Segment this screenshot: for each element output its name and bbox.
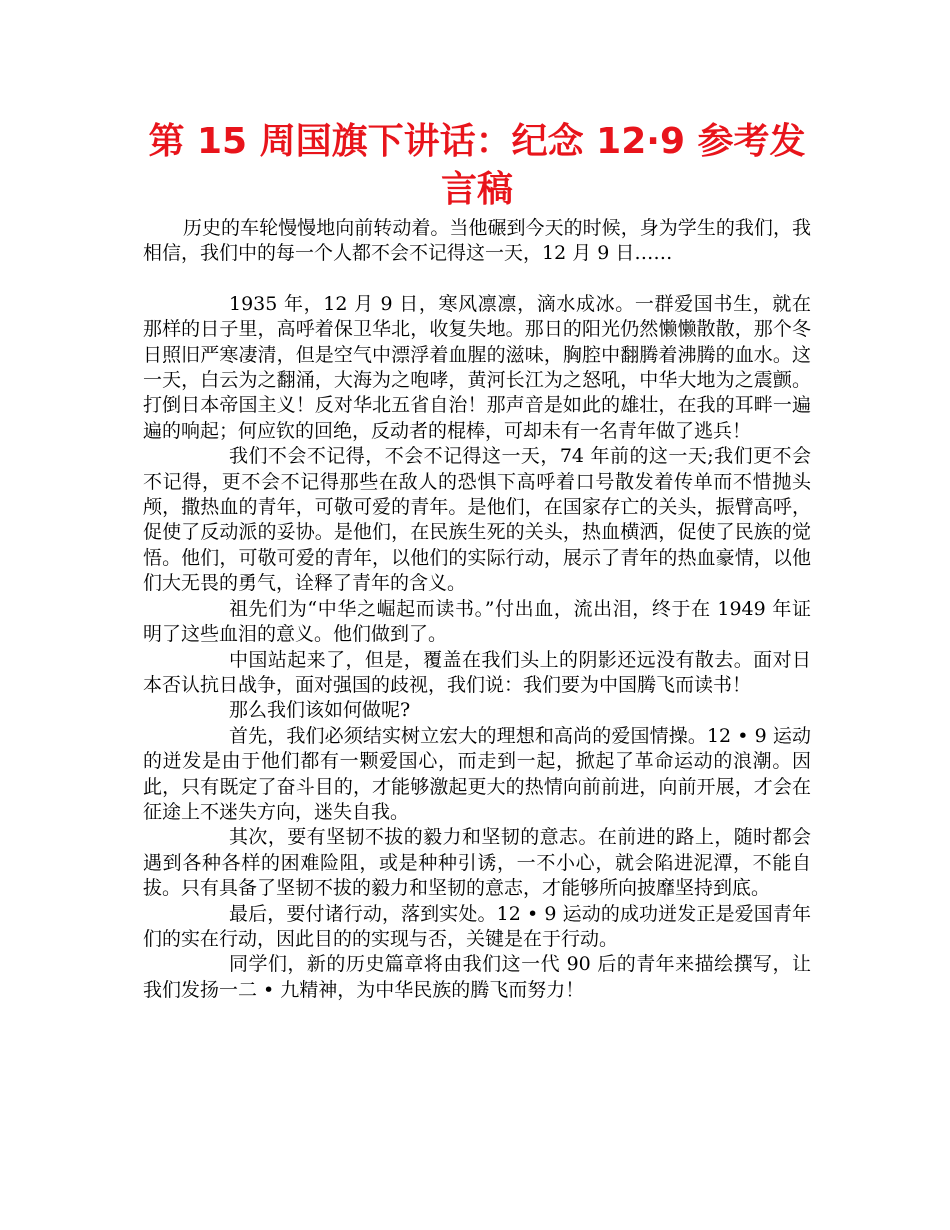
paragraph-1935: 1935 年，12 月 9 日，寒风凛凛，滴水成冰。一群爱国书生，就在那样的日子里，高呼着保卫华北，收复失地。那日的阳光仍然懒懒散散，那个冬日照旧严寒凄清，但是空气中漂浮着血腥的滋味，胸腔中翻腾着沸腾的血水。这一天，白云为之翻涌，大海为之咆哮，黄河长江为之怒吼，中华大地为之震颤。打倒日本帝国主义！反对华北五省自治！那声音是如此的雄壮，在我的耳畔一遍遍的响起；何应钦的回绝，反动者的棍棒，可却未有一名青年做了逃兵！ (143, 292, 811, 442)
paragraph-intro: 历史的车轮慢慢地向前转动着。当他碾到今天的时候，身为学生的我们，我相信，我们中的每一个人都不会不记得这一天，12 月 9 日…… (143, 217, 811, 265)
paragraph-gap (143, 267, 811, 292)
document-page (143, 118, 811, 1003)
paragraph-last: 最后，要付诸行动，落到实处。12 • 9 运动的成功迸发正是爱国青年们的实在行动，因此目的的实现与否，关键是在于行动。 (143, 902, 811, 950)
paragraph-ancestors: 祖先们为“中华之崛起而读书。”付出血，流出泪，终于在 1949 年证明了这些血泪的意义。他们做到了。 (143, 597, 811, 646)
paragraph-second: 其次，要有坚韧不拔的毅力和坚韧的意志。在前进的路上，随时都会遇到各种各样的困难险阻，或是种种引诱，一不小心，就会陷进泥潭，不能自拔。只有具备了坚韧不拔的毅力和坚韧的意志，才能够所向披靡坚持到底。 (143, 826, 811, 900)
paragraph-first: 首先，我们必须结实树立宏大的理想和高尚的爱国情操。12 • 9 运动的迸发是由于他们都有一颗爱国心，而走到一起，掀起了革命运动的浪潮。因此，只有既定了奋斗目的，才能够激起更大的热情向前前进，向前开展，才会在征途上不迷失方向，迷失自我。 (143, 724, 811, 823)
paragraph-china-stood-up: 中国站起来了，但是，覆盖在我们头上的阴影还远没有散去。面对日本否认抗日战争，面对强国的歧视，我们说：我们要为中国腾飞而读书！ (143, 648, 811, 696)
paragraph-closing: 同学们，新的历史篇章将由我们这一代 90 后的青年来描绘撰写，让我们发扬一二 • 九精神，为中华民族的腾飞而努力！ (143, 953, 811, 1001)
document-body (143, 216, 811, 1003)
paragraph-remember: 我们不会不记得，不会不记得这一天，74 年前的这一天;我们更不会不记得，更不会不记得那些在敌人的恐惧下高呼着口号散发着传单而不惜抛头颅，撒热血的青年，可敬可爱的青年。是他们，在国家存亡的关头，振臂高呼，促使了反动派的妥协。是他们，在民族生死的关头，热血横洒，促使了民族的觉悟。他们，可敬可爱的青年，以他们的实际行动，展示了青年的热血豪情，以他们大无畏的勇气，诠释了青年的含义。 (143, 445, 811, 595)
document-title: 第 15 周国旗下讲话：纪念 12·9 参考发言稿 (148, 121, 806, 210)
paragraph-question: 那么我们该如何做呢? (229, 699, 411, 722)
